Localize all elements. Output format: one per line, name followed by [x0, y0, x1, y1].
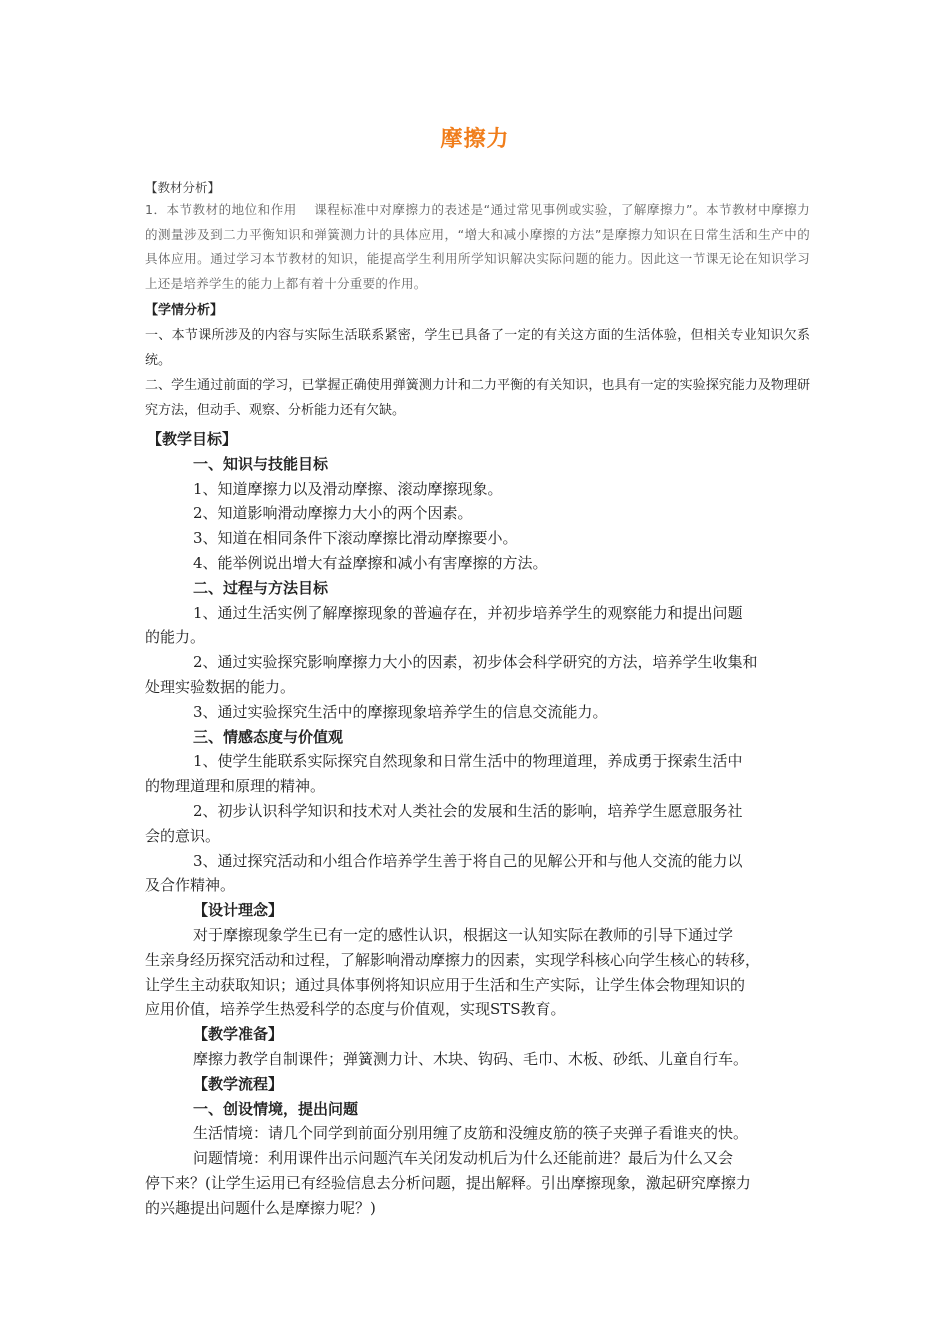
emotion-goal-3-line-1: 3、通过探究活动和小组合作培养学生善于将自己的见解公开和与他人交流的能力以 [193, 851, 743, 870]
page-title: 摩擦力 [440, 127, 510, 152]
design-line-2: 生亲身经历探究活动和过程，了解影响滑动摩擦力的因素，实现学科核心向学生核心的转移， [145, 950, 761, 969]
design-line-4: 应用价值，培养学生热爱科学的态度与价值观，实现STS教育。 [145, 1000, 566, 1019]
knowledge-goal-2: 2、知道影响滑动摩擦力大小的两个因素。 [193, 504, 473, 523]
process-goal-2-line-2: 处理实验数据的能力。 [145, 677, 296, 696]
textbook-analysis-section [145, 178, 810, 296]
knowledge-goal-3: 3、知道在相同条件下滚动摩擦比滑动摩擦要小。 [193, 529, 518, 548]
knowledge-goals-heading: 一、知识与技能目标 [193, 454, 329, 473]
process-goal-2-line-1: 2、通过实验探究影响摩擦力大小的因素，初步体会科学研究的方法，培养学生收集和 [193, 653, 758, 672]
flow-question-line-1: 问题情境：利用课件出示问题汽车关闭发动机后为什么还能前进？最后为什么又会 [193, 1149, 734, 1168]
student-analysis-paragraph-2: 二、学生通过前面的学习，已掌握正确使用弹簧测力计和二力平衡的有关知识，也具有一定的实验探究能力及物理研究方法，但动手、观察、分析能力还有欠缺。 [145, 378, 810, 418]
goals-heading: 【教学目标】 [147, 430, 238, 448]
emotion-goal-2-line-1: 2、初步认识科学知识和技术对人类社会的发展和生活的影响，培养学生愿意服务社 [193, 801, 743, 820]
flow-life-situation: 生活情境：请几个同学到前面分别用缠了皮筋和没缠皮筋的筷子夹弹子看谁夹的快。 [193, 1124, 749, 1143]
flow-question-line-2: 停下来？(让学生运用已有经验信息去分析问题，提出解释。引出摩擦现象，激起研究摩擦力 [145, 1173, 751, 1192]
emotion-goal-3-line-2: 及合作精神。 [145, 876, 236, 895]
emotion-goal-1-line-2: 的物理道理和原理的精神。 [145, 777, 326, 796]
emotion-goal-2-line-2: 会的意识。 [145, 826, 221, 845]
emotion-goal-1-line-1: 1、使学生能联系实际探究自然现象和日常生活中的物理道理，养成勇于探索生活中 [193, 752, 743, 771]
process-goals-heading: 二、过程与方法目标 [193, 578, 329, 597]
student-analysis-section [145, 302, 810, 424]
flow-heading: 【教学流程】 [193, 1074, 284, 1093]
design-heading: 【设计理念】 [193, 901, 284, 920]
flow-question-line-3: 的兴趣提出问题什么是摩擦力呢？) [145, 1198, 376, 1217]
process-goal-1-line-2: 的能力。 [145, 628, 206, 647]
textbook-analysis-paragraph: 1．本节教材的地位和作用 课程标准中对摩擦力的表述是“通过常见事例或实验，了解摩擦力”。本节教材中摩擦力的测量涉及到二力平衡知识和弹簧测力计的具体应用，“增大和减小摩擦的方法”是摩擦力知识在日常生活和生产中的具体应用。通过学习本节教材的知识，能提高学生利用所学知识解决实际问题的能力。因此这一节课无论在知识学习上还是培养学生的能力上都有着十分重要的作用。 [145, 202, 810, 291]
flow-step-1-heading: 一、创设情境，提出问题 [193, 1099, 359, 1118]
textbook-analysis-heading: 【教材分析】 [145, 180, 221, 195]
prep-heading: 【教学准备】 [193, 1025, 284, 1044]
process-goal-3: 3、通过实验探究生活中的摩擦现象培养学生的信息交流能力。 [193, 702, 608, 721]
process-goal-1-line-1: 1、通过生活实例了解摩擦现象的普遍存在，并初步培养学生的观察能力和提出问题 [193, 603, 743, 622]
student-analysis-heading: 【学情分析】 [145, 303, 224, 318]
main-content [145, 427, 810, 1221]
design-line-1: 对于摩擦现象学生已有一定的感性认识，根据这一认知实际在教师的引导下通过学 [193, 925, 734, 944]
knowledge-goal-1: 1、知道摩擦力以及滑动摩擦、滚动摩擦现象。 [193, 479, 503, 498]
knowledge-goal-4: 4、能举例说出增大有益摩擦和减小有害摩擦的方法。 [193, 553, 548, 572]
emotion-goals-heading: 三、情感态度与价值观 [193, 727, 344, 746]
design-line-3: 让学生主动获取知识；通过具体事例将知识应用于生活和生产实际，让学生体会物理知识的 [145, 975, 746, 994]
prep-text: 摩擦力教学自制课件；弹簧测力计、木块、钩码、毛巾、木板、砂纸、儿童自行车。 [193, 1049, 749, 1068]
student-analysis-paragraph-1: 一、本节课所涉及的内容与实际生活联系紧密，学生已具备了一定的有关这方面的生活体验，但相关专业知识欠系统。 [145, 328, 810, 368]
